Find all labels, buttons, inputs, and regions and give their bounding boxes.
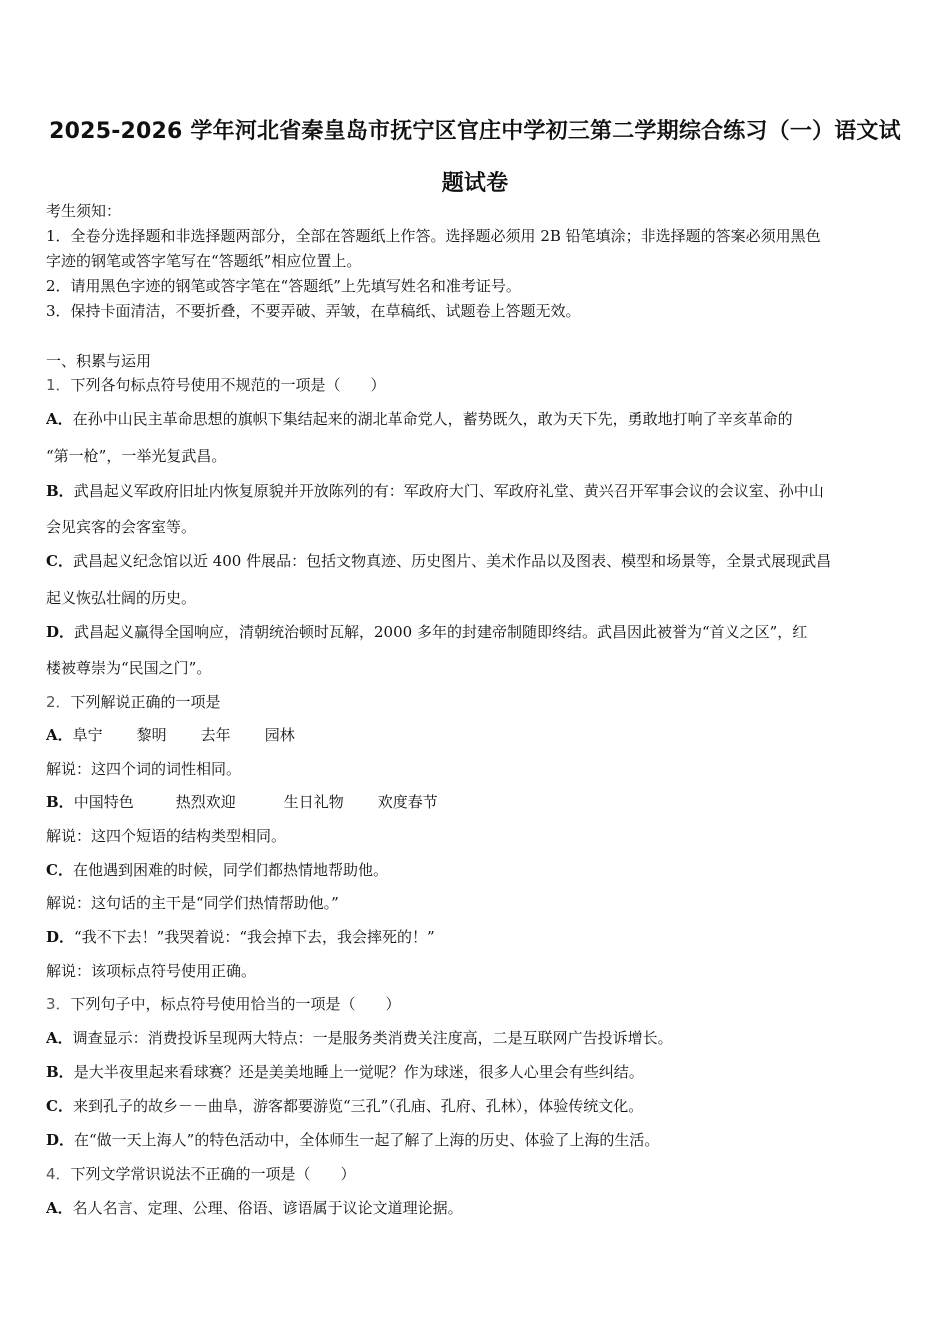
option-label: B． [46,1063,74,1081]
q1-option-a-cont: “第一枪”，一举光复武昌。 [46,447,227,465]
option-label: B． [46,482,74,500]
question-text: 下列解说正确的一项是 [70,693,221,711]
question-4-stem [46,1162,908,1186]
question-number: 2． [46,693,71,711]
option-text: 调查显示：消费投诉呈现两大特点：一是服务类消费关注度高，二是互联网广告投诉增长。 [72,1029,673,1047]
question-1-stem [46,373,908,397]
q2-option-c-note: 解说：这句话的主干是“同学们热情帮助他。” [46,894,339,912]
question-text: 下列文学常识说法不正确的一项是（ ） [70,1165,356,1183]
q3-option-a [46,1026,908,1050]
question-text: 下列各句标点符号使用不规范的一项是（ ） [70,376,386,394]
option-text: “我不下去！”我哭着说：“我会掉下去，我会摔死的！” [74,928,435,946]
option-text: 武昌起义赢得全国响应，清朝统治顿时瓦解，2000 多年的封建帝制随即终结。武昌因此被誉为“首义之区”，红 [74,623,808,641]
q2-option-a [46,723,908,747]
option-text: 来到孔子的故乡－－曲阜，游客都要游览“三孔”（孔庙、孔府、孔林），体验传统文化。 [72,1097,644,1115]
word: 热烈欢迎 [175,793,236,811]
option-label: A． [46,1199,73,1217]
q1-option-d [46,620,908,644]
option-text: 是大半夜里起来看球赛？还是美美地睡上一觉呢？作为球迷，很多人心里会有些纠结。 [73,1063,644,1081]
option-label: A． [46,410,73,428]
notice-heading: 考生须知： [46,202,122,220]
question-number: 3． [46,995,71,1013]
title-line-1: 2025-2026 学年河北省秦皇岛市抚宁区官庄中学初三第二学期综合练习（一）语文试 [49,119,901,144]
option-text: 在孙中山民主革命思想的旗帜下集结起来的湖北革命党人，蓄势既久，敢为天下先，勇敢地打响了辛亥革命的 [72,410,793,428]
question-text: 下列句子中，标点符号使用恰当的一项是（ ） [70,995,401,1013]
word: 欢度春节 [377,793,438,811]
page-title [40,106,910,210]
word: 中国特色 [73,793,134,811]
q2-option-d [46,925,908,949]
question-number: 1． [46,376,71,394]
option-label: B． [46,793,74,811]
option-label: A． [46,726,73,744]
q1-option-b-cont: 会见宾客的会客室等。 [46,518,197,536]
word: 黎明 [136,726,167,744]
notice-item-2: 2．请用黑色字迹的钢笔或答字笔在“答题纸”上先填写姓名和准考证号。 [46,277,521,295]
q3-option-d [46,1128,908,1152]
option-label: D． [46,1131,75,1149]
q2-option-b-note: 解说：这四个短语的结构类型相同。 [46,827,287,845]
q2-option-d-note: 解说：该项标点符号使用正确。 [46,962,257,980]
q1-option-a [46,407,908,431]
option-text: 名人名言、定理、公理、俗语、谚语属于议论文道理论据。 [72,1199,463,1217]
notice-item-1-cont: 字迹的钢笔或答字笔写在“答题纸”相应位置上。 [46,252,362,270]
q4-option-a [46,1196,908,1220]
q2-option-c [46,858,908,882]
option-label: C． [46,1097,73,1115]
option-label: D． [46,928,75,946]
question-2-stem [46,690,908,714]
q1-option-c [46,549,908,573]
option-text: 在“做一天上海人”的特色活动中，全体师生一起了解了上海的历史、体验了上海的生活。 [74,1131,660,1149]
notice-item-1: 1．全卷分选择题和非选择题两部分，全部在答题纸上作答。选择题必须用 2B 铅笔填涂；非选择题的答案必须用黑色 [46,227,821,245]
q2-option-b [46,790,908,814]
q1-option-d-cont: 楼被尊崇为“民国之门”。 [46,659,212,677]
q3-option-c [46,1094,908,1118]
option-label: C． [46,861,73,879]
question-number: 4． [46,1165,71,1183]
q1-option-c-cont: 起义恢弘壮阔的历史。 [46,589,197,607]
word: 园林 [264,726,295,744]
word: 生日礼物 [283,793,344,811]
q1-option-b [46,479,908,503]
option-label: C． [46,552,73,570]
word: 去年 [200,726,231,744]
option-label: D． [46,623,75,641]
q2-option-a-note: 解说：这四个词的词性相同。 [46,760,242,778]
title-line-2: 题试卷 [441,171,509,196]
section-heading: 一、积累与运用 [46,352,152,370]
option-text: 武昌起义军政府旧址内恢复原貌并开放陈列的有：军政府大门、军政府礼堂、黄兴召开军事会议的会议室、孙中山 [73,482,824,500]
option-text: 武昌起义纪念馆以近 400 件展品：包括文物真迹、历史图片、美术作品以及图表、模型和场景等，全景式展现武昌 [72,552,832,570]
question-3-stem [46,992,908,1016]
option-text: 在他遇到困难的时候，同学们都热情地帮助他。 [72,861,388,879]
q3-option-b [46,1060,908,1084]
word: 阜宁 [72,726,103,744]
notice-item-3: 3．保持卡面清洁，不要折叠，不要弄破、弄皱，在草稿纸、试题卷上答题无效。 [46,302,581,320]
option-label: A． [46,1029,73,1047]
